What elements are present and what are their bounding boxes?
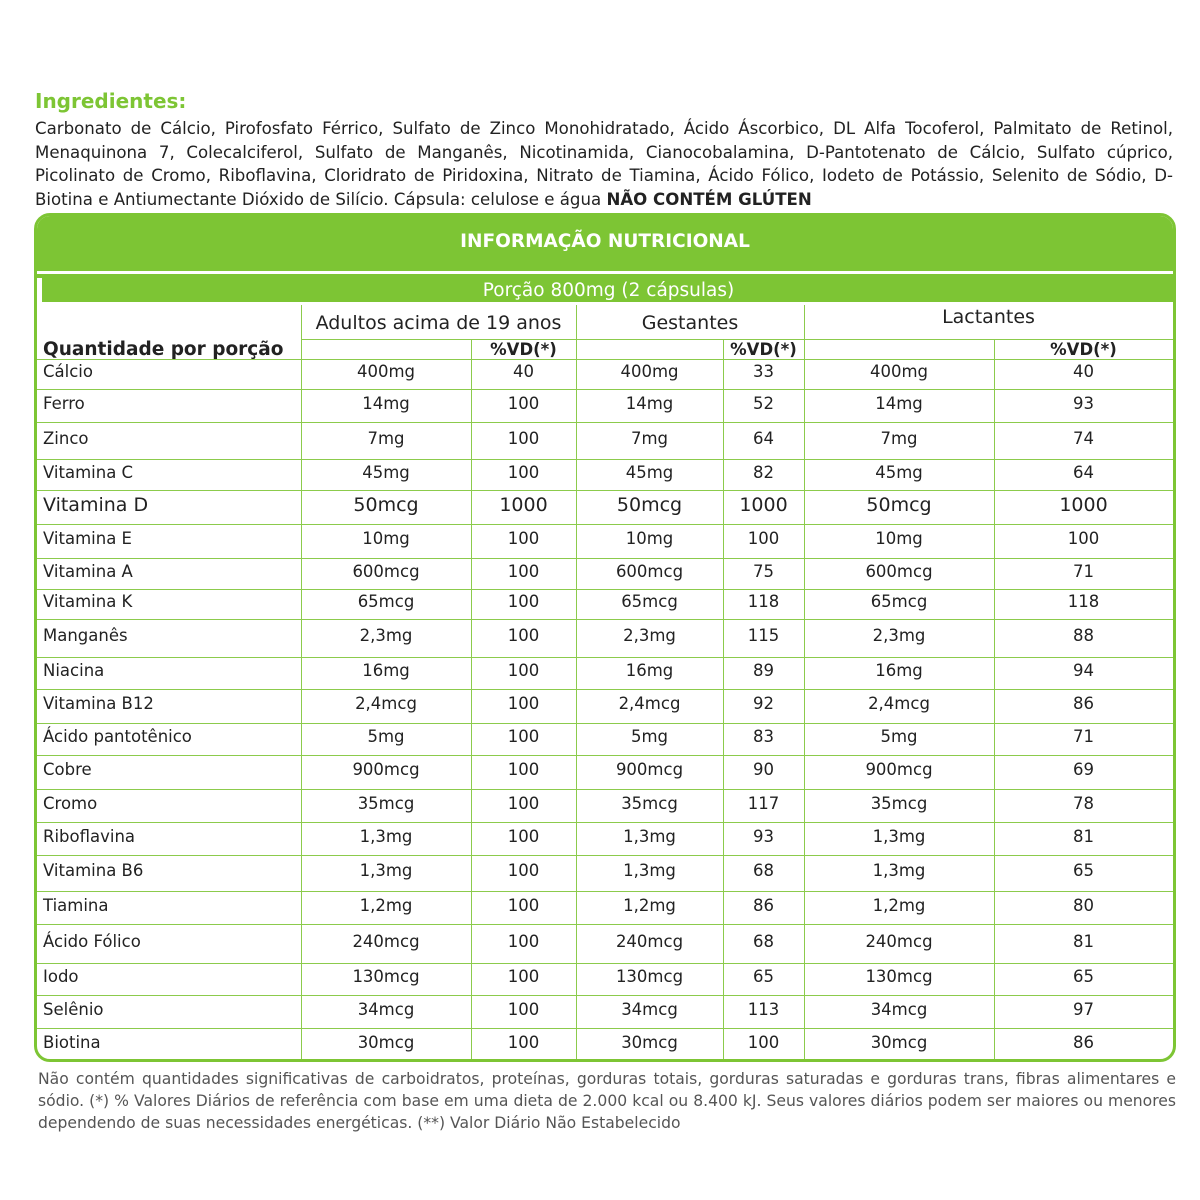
nutrient-value: 16mg <box>362 661 410 680</box>
nutrient-value: 400mg <box>356 362 416 381</box>
nutrient-value: 81 <box>1073 826 1094 846</box>
nutrient-value: 14mg <box>875 393 923 413</box>
nutrient-value: 64 <box>1073 462 1094 482</box>
nutrient-value: 2,3mg <box>623 626 676 645</box>
nutrient-name: Riboflavina <box>43 826 136 846</box>
nutrient-value: 100 <box>507 826 540 846</box>
row-divider <box>37 689 1173 690</box>
ingredients-title: Ingredientes: <box>35 89 187 113</box>
nutrient-value: 16mg <box>625 661 674 680</box>
nutrition-table <box>34 213 1176 1062</box>
nutrient-value: 45mg <box>625 462 674 482</box>
group-header: Gestantes <box>641 312 739 334</box>
nutrient-value: 100 <box>507 393 540 413</box>
row-divider <box>37 789 1173 790</box>
nutrient-value: 1,2mg <box>359 895 413 915</box>
nutrient-value: 100 <box>507 626 540 645</box>
nutrient-value: 240mcg <box>615 931 684 951</box>
nutrient-value: 34mcg <box>357 999 415 1019</box>
nutrient-value: 100 <box>507 561 540 581</box>
gluten-free-notice: NÃO CONTÉM GLÚTEN <box>606 190 812 210</box>
nutrient-value: 88 <box>1073 626 1094 645</box>
nutrient-value: 82 <box>753 462 774 482</box>
row-divider <box>37 924 1173 925</box>
nutrition-table-title: INFORMAÇÃO NUTRICIONAL <box>37 216 1173 271</box>
nutrient-value: 10mg <box>362 529 410 548</box>
row-divider <box>37 657 1173 658</box>
nutrient-value: 2,4mcg <box>355 694 417 713</box>
nutrient-value: 117 <box>747 793 780 813</box>
nutrient-value: 400mg <box>620 362 679 381</box>
ingredients-list: Carbonato de Cálcio, Pirofosfato Férrico, Sulfato de Zinco Monohidratado, Ácido Áscorbico, DL Alfa Tocoferol, Palmitato de Retinol, Menaquinona 7, Colecalciferol, Sulfato de Manganês, Nicotinamida, Cianocobalamina, D-Pantotenato de Cálcio, Sulfato cúprico, Picolinato de Cromo, Riboflavina, Cloridrato de Piridoxina, Nitrato de Tiamina, Ácido Fólico, Iodeto de Potássio, Selenito de Sódio, D-Biotina e Antiumectante Dióxido de Silício. Cápsula: celulose e água <box>35 119 1173 210</box>
nutrient-value: 7mg <box>367 428 405 448</box>
quantity-label: Quantidade por porção <box>43 339 284 360</box>
row-divider <box>37 459 1173 460</box>
nutrient-value: 40 <box>1073 362 1094 381</box>
nutrient-name: Iodo <box>43 967 79 986</box>
nutrient-value: 64 <box>753 428 774 448</box>
nutrient-value: 52 <box>753 393 774 413</box>
nutrient-value: 900mcg <box>615 760 684 779</box>
row-divider <box>37 422 1173 423</box>
nutrient-value: 35mcg <box>870 793 928 813</box>
nutrient-value: 68 <box>753 931 774 951</box>
nutrient-name: Vitamina E <box>43 529 132 548</box>
nutrient-value: 14mg <box>362 393 410 413</box>
row-divider <box>37 855 1173 856</box>
nutrient-value: 16mg <box>875 661 923 680</box>
vd-header: %VD(*) <box>730 340 797 359</box>
nutrient-value: 50mcg <box>866 494 932 516</box>
nutrient-value: 86 <box>1073 694 1094 713</box>
nutrient-value: 86 <box>753 895 774 915</box>
nutrient-value: 1000 <box>499 494 548 516</box>
row-divider <box>37 589 1173 590</box>
nutrient-value: 71 <box>1073 727 1094 746</box>
nutrient-value: 1,3mg <box>359 826 413 846</box>
nutrient-value: 100 <box>507 694 540 713</box>
nutrient-name: Niacina <box>43 661 105 680</box>
nutrient-value: 93 <box>1073 393 1094 413</box>
nutrient-value: 240mcg <box>352 931 420 951</box>
nutrient-name: Zinco <box>43 428 89 448</box>
nutrient-value: 34mcg <box>870 999 928 1019</box>
nutrient-value: 50mcg <box>616 494 683 516</box>
nutrient-value: 100 <box>507 895 540 915</box>
nutrient-value: 1,3mg <box>623 861 676 880</box>
nutrient-value: 71 <box>1073 561 1094 581</box>
nutrient-name: Cromo <box>43 793 98 813</box>
nutrient-value: 1,3mg <box>359 861 413 880</box>
nutrient-value: 100 <box>747 529 780 548</box>
nutrient-value: 1,3mg <box>872 826 926 846</box>
nutrient-name: Manganês <box>43 626 128 645</box>
nutrient-value: 65 <box>753 967 774 986</box>
nutrient-value: 100 <box>507 661 540 680</box>
nutrient-value: 69 <box>1073 760 1094 779</box>
nutrient-value: 30mcg <box>870 1032 928 1052</box>
row-divider <box>37 490 1173 491</box>
nutrient-name: Cobre <box>43 760 92 779</box>
row-divider <box>37 995 1173 996</box>
nutrient-value: 78 <box>1073 793 1094 813</box>
nutrient-value: 81 <box>1073 931 1094 951</box>
nutrient-value: 7mg <box>880 428 918 448</box>
nutrient-value: 10mg <box>875 529 923 548</box>
nutrient-value: 89 <box>753 661 774 680</box>
nutrient-value: 600mcg <box>615 561 684 581</box>
nutrient-value: 65mcg <box>870 592 928 611</box>
nutrient-value: 90 <box>753 760 774 779</box>
nutrient-name: Vitamina B12 <box>43 694 154 713</box>
nutrient-value: 100 <box>507 592 540 611</box>
nutrient-value: 130mcg <box>352 967 420 986</box>
footnote: Não contém quantidades significativas de carboidratos, proteínas, gorduras totais, gorduras saturadas e gorduras trans, fibras alimentares e sódio. (*) % Valores Diários de referência com base em uma dieta de 2.000 kcal ou 8.400 kJ. Seus valores diários podem ser maiores ou menores dependendo de suas necessidades energéticas. (**) Valor Diário Não Estabelecido <box>38 1070 1176 1132</box>
nutrient-value: 1,2mg <box>623 895 676 915</box>
nutrient-value: 94 <box>1073 661 1094 680</box>
row-divider <box>37 822 1173 823</box>
nutrient-value: 100 <box>507 428 540 448</box>
nutrient-value: 100 <box>507 999 540 1019</box>
nutrient-value: 600mcg <box>352 561 420 581</box>
nutrient-value: 100 <box>1067 529 1100 548</box>
nutrient-value: 35mcg <box>621 793 678 813</box>
row-divider <box>37 558 1173 559</box>
nutrient-value: 5mg <box>630 727 669 746</box>
nutrient-value: 65mcg <box>357 592 415 611</box>
nutrient-value: 100 <box>507 793 540 813</box>
nutrient-value: 1,3mg <box>623 826 676 846</box>
nutrient-value: 86 <box>1073 1032 1094 1052</box>
row-divider <box>37 619 1173 620</box>
nutrient-value: 1,2mg <box>872 895 926 915</box>
nutrient-value: 118 <box>747 592 780 611</box>
row-divider <box>37 891 1173 892</box>
nutrient-value: 100 <box>507 529 540 548</box>
nutrient-value: 130mcg <box>615 967 684 986</box>
nutrient-value: 65mcg <box>621 592 678 611</box>
nutrient-value: 65 <box>1073 967 1094 986</box>
nutrient-name: Vitamina K <box>43 592 133 611</box>
nutrient-name: Selênio <box>43 999 104 1019</box>
nutrient-value: 240mcg <box>865 931 933 951</box>
row-divider <box>37 963 1173 964</box>
row-divider <box>37 389 1173 390</box>
nutrient-name: Ferro <box>43 393 85 413</box>
portion-label: Porção 800mg (2 cápsulas) <box>42 278 1175 302</box>
nutrient-value: 83 <box>753 727 774 746</box>
group-header: Lactantes <box>942 306 1035 328</box>
row-divider <box>37 524 1173 525</box>
nutrient-value: 118 <box>1067 592 1100 611</box>
nutrient-value: 100 <box>507 931 540 951</box>
nutrient-value: 97 <box>1073 999 1094 1019</box>
nutrient-value: 100 <box>507 727 540 746</box>
nutrient-name: Vitamina B6 <box>43 861 144 880</box>
nutrient-value: 33 <box>753 362 774 381</box>
nutrient-value: 34mcg <box>621 999 678 1019</box>
nutrient-value: 30mcg <box>621 1032 678 1052</box>
nutrient-value: 75 <box>753 561 774 581</box>
nutrient-value: 900mcg <box>352 760 420 779</box>
nutrient-value: 900mcg <box>865 760 933 779</box>
nutrient-name: Cálcio <box>43 362 93 381</box>
nutrient-value: 100 <box>507 967 540 986</box>
nutrient-value: 115 <box>747 626 780 645</box>
ingredients-text <box>35 117 1173 212</box>
nutrient-value: 2,3mg <box>872 626 926 645</box>
row-divider <box>37 723 1173 724</box>
nutrient-value: 7mg <box>630 428 669 448</box>
nutrient-value: 65 <box>1073 861 1094 880</box>
nutrient-value: 100 <box>507 1032 540 1052</box>
nutrient-value: 130mcg <box>865 967 933 986</box>
nutrient-value: 113 <box>747 999 780 1019</box>
nutrient-value: 74 <box>1073 428 1094 448</box>
nutrient-value: 100 <box>507 861 540 880</box>
nutrient-value: 45mg <box>875 462 923 482</box>
nutrient-value: 400mg <box>869 362 929 381</box>
nutrient-value: 30mcg <box>357 1032 415 1052</box>
nutrient-value: 80 <box>1073 895 1094 915</box>
nutrient-value: 35mcg <box>357 793 415 813</box>
group-header: Adultos acima de 19 anos <box>315 312 562 334</box>
nutrient-value: 100 <box>747 1032 780 1052</box>
nutrient-name: Vitamina A <box>43 561 133 581</box>
nutrient-value: 2,4mcg <box>868 694 930 713</box>
nutrient-name: Tiamina <box>43 895 109 915</box>
nutrient-value: 2,4mcg <box>618 694 681 713</box>
nutrient-name: Biotina <box>43 1032 101 1052</box>
row-divider <box>37 755 1173 756</box>
nutrient-value: 14mg <box>625 393 674 413</box>
nutrient-value: 2,3mg <box>359 626 413 645</box>
nutrient-value: 40 <box>513 362 534 381</box>
nutrient-value: 1,3mg <box>872 861 926 880</box>
nutrient-value: 1000 <box>739 494 788 516</box>
nutrient-value: 5mg <box>367 727 405 746</box>
nutrient-value: 600mcg <box>865 561 933 581</box>
nutrient-value: 68 <box>753 861 774 880</box>
vd-header: %VD(*) <box>1050 340 1117 359</box>
nutrient-value: 45mg <box>362 462 410 482</box>
nutrient-value: 100 <box>507 760 540 779</box>
nutrient-value: 10mg <box>625 529 674 548</box>
nutrient-value: 50mcg <box>353 494 419 516</box>
nutrient-value: 100 <box>507 462 540 482</box>
nutrient-value: 93 <box>753 826 774 846</box>
nutrient-name: Ácido Fólico <box>43 931 141 951</box>
nutrient-name: Vitamina D <box>43 494 149 516</box>
nutrient-value: 5mg <box>880 727 918 746</box>
nutrient-value: 1000 <box>1059 494 1108 516</box>
nutrient-name: Ácido pantotênico <box>43 727 192 746</box>
nutrient-name: Vitamina C <box>43 462 134 482</box>
row-divider <box>37 1028 1173 1029</box>
nutrient-value: 92 <box>753 694 774 713</box>
vd-header: %VD(*) <box>490 340 557 359</box>
